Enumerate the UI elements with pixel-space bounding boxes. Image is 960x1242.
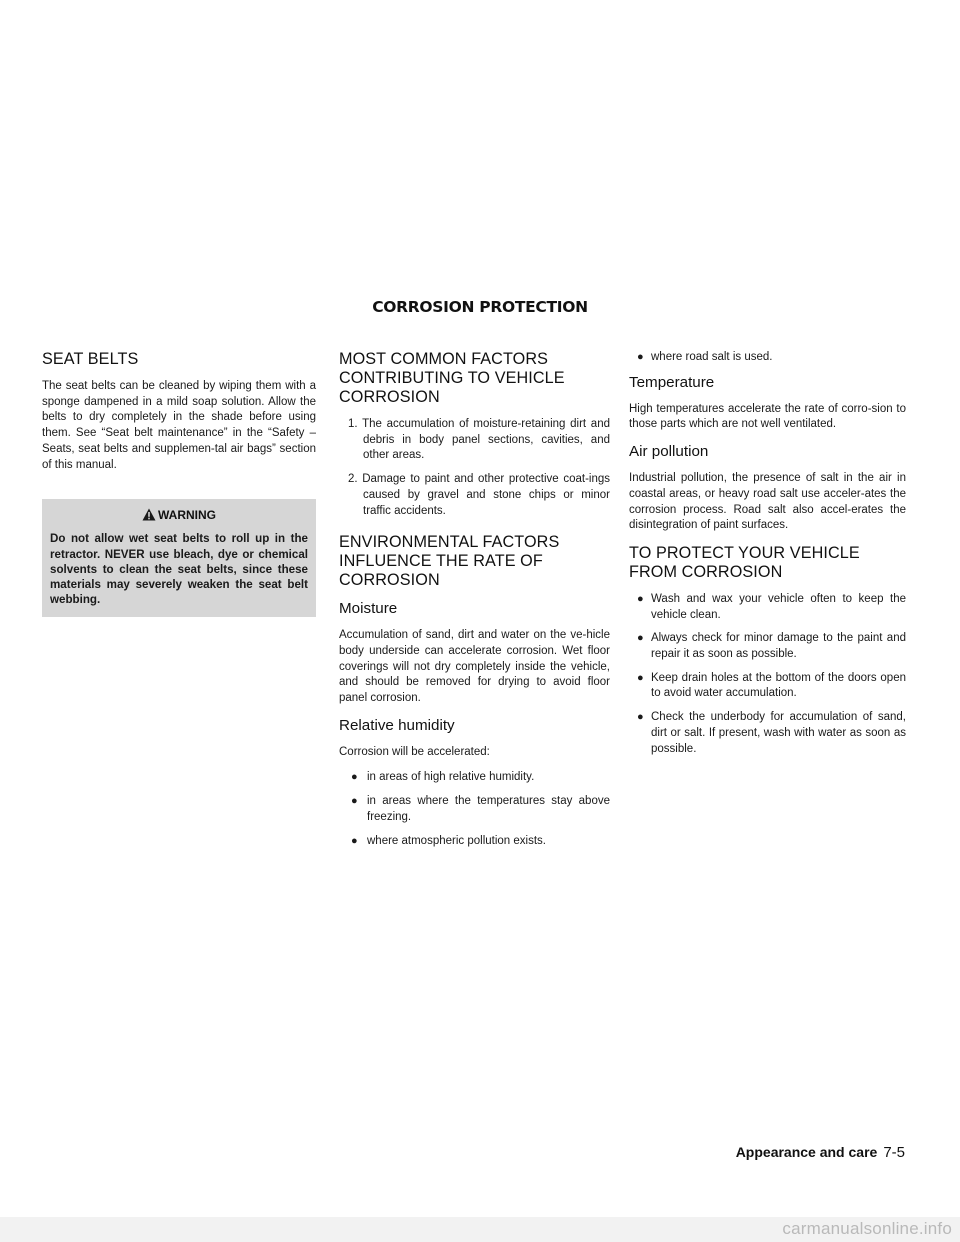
- column-left: [42, 350, 316, 617]
- numbered-item: 2. Damage to paint and other protective coat-ings caused by gravel and stone chips or minor traffic accidents.: [348, 473, 610, 517]
- bullet-icon: ●: [637, 671, 644, 684]
- column-right: [629, 350, 906, 765]
- humidity-heading: Relative humidity: [339, 716, 455, 734]
- list-item: ● in areas of high relative humidity.: [339, 770, 610, 786]
- list-item: ● Keep drain holes at the bottom of the doors open to avoid water accumulation.: [637, 671, 906, 700]
- protect-heading: TO PROTECT YOUR VEHICLE FROM CORROSION: [629, 543, 860, 581]
- bullet-icon: ●: [351, 771, 358, 784]
- bullet-icon: ●: [637, 351, 644, 363]
- chapter-title: Appearance and care: [735, 1144, 878, 1160]
- list-item: ● where atmospheric pollution exists.: [339, 834, 610, 850]
- warning-box: [42, 499, 316, 616]
- seat-belts-heading: SEAT BELTS: [42, 350, 139, 368]
- bullet-icon: ●: [351, 834, 358, 847]
- warning-triangle-icon: [142, 508, 156, 521]
- bullet-icon: ●: [351, 795, 358, 808]
- page-number: 7-5: [883, 1144, 905, 1161]
- air-pollution-heading: Air pollution: [629, 443, 709, 461]
- warning-header: [50, 508, 308, 522]
- watermark-bar: [0, 1217, 960, 1242]
- temperature-heading: Temperature: [629, 373, 715, 391]
- list-item: ● where road salt is used.: [629, 350, 906, 366]
- page-footer: [736, 1144, 905, 1161]
- warning-text: Do not allow wet seat belts to roll up in the retractor. NEVER use bleach, dye or chemical solvents to clean the seat belts, since these materials may severely weaken the seat belt webbing.: [50, 532, 308, 607]
- numbered-item: 1. The accumulation of moisture-retaining dirt and debris in body panel sections, cavities, and other areas.: [348, 418, 610, 462]
- temperature-body: High temperatures accelerate the rate of corro-sion to those parts which are not well ventilated.: [629, 402, 906, 431]
- air-pollution-body: Industrial pollution, the presence of salt in the air in coastal areas, or heavy road salt use acceler-ates the corrosion process. Road salt also accel-erates the disintegration of paint surfaces.: [629, 472, 906, 532]
- column-middle: [339, 350, 610, 857]
- bullet-icon: ●: [637, 711, 644, 724]
- list-item: ● Always check for minor damage to the paint and repair it as soon as possible.: [637, 632, 906, 661]
- bullet-icon: ●: [637, 632, 644, 645]
- humidity-intro: Corrosion will be accelerated:: [339, 745, 490, 758]
- watermark-text[interactable]: carmanualsonline.info: [782, 1219, 952, 1238]
- list-item: ● in areas where the temperatures stay above freezing.: [351, 795, 610, 823]
- moisture-heading: Moisture: [339, 600, 398, 618]
- common-factors-heading: MOST COMMON FACTORS CONTRIBUTING TO VEHICLE CORROSION: [339, 350, 565, 406]
- environmental-heading: ENVIRONMENTAL FACTORS INFLUENCE THE RATE OF CORROSION: [339, 533, 560, 590]
- warning-label: WARNING: [158, 508, 216, 523]
- seat-belts-body: The seat belts can be cleaned by wiping them with a sponge dampened in a mild soap solution. Allow the belts to dry completely in the shade before using them. See “Seat belt maintenance” in the “Safety – Seats, seat belts and supplemen-tal air bags” section of this manual.: [42, 380, 316, 471]
- moisture-body: Accumulation of sand, dirt and water on the ve-hicle body underside can accelerate corrosion. Wet floor coverings will not dry completely inside the vehicle, and should be removed for drying to avoid floor panel corrosion.: [339, 629, 610, 705]
- list-item: ● Wash and wax your vehicle often to keep the vehicle clean.: [637, 592, 906, 621]
- bullet-icon: ●: [637, 592, 644, 605]
- page-section-title: CORROSION PROTECTION: [372, 298, 588, 316]
- list-item: ● Check the underbody for accumulation of sand, dirt or salt. If present, wash with water as soon as possible.: [637, 711, 906, 755]
